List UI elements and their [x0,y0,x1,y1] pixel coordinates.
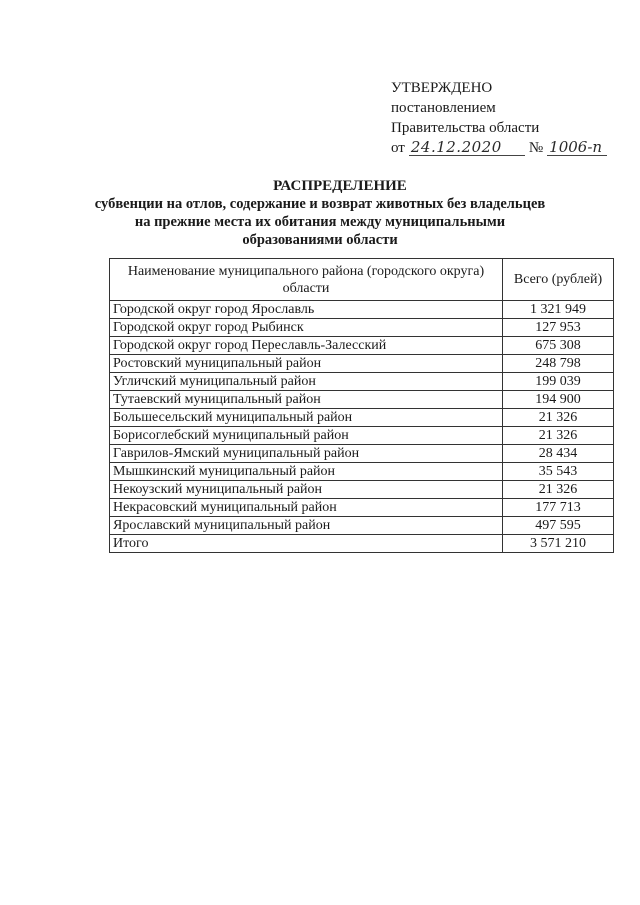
row-total: 497 595 [503,517,614,535]
table-row [110,319,614,337]
approved-label: УТВЕРЖДЕНО [391,80,493,96]
number-label: № [528,140,544,156]
total-row [110,535,614,553]
header-total: Всего (рублей) [503,259,614,301]
row-total: 21 326 [503,427,614,445]
handwritten-date: 24.12.2020 [409,139,525,156]
row-name: Городской округ город Переславль-Залесский [110,337,503,355]
table-row [110,337,614,355]
row-total: 35 543 [503,463,614,481]
row-name: Тутаевский муниципальный район [110,391,503,409]
row-total: 248 798 [503,355,614,373]
table-header-row [110,259,614,301]
row-total: 127 953 [503,319,614,337]
row-name: Городской округ город Ярославль [110,301,503,319]
total-label: Итого [110,535,503,553]
government-label: Правительства области [391,120,540,136]
table-row [110,391,614,409]
table-row [110,517,614,535]
date-number-line [391,138,607,158]
approval-stamp [391,78,607,158]
row-name: Угличский муниципальный район [110,373,503,391]
table-row [110,463,614,481]
row-total: 177 713 [503,499,614,517]
row-name: Городской округ город Рыбинск [110,319,503,337]
table-row [110,301,614,319]
distribution-table [109,258,614,553]
title-heading: РАСПРЕДЕЛЕНИЕ [273,178,407,194]
header-name: Наименование муниципального района (городского округа) области [110,259,503,301]
table-row [110,373,614,391]
document-title [0,177,640,249]
handwritten-number: 1006-п [547,139,607,156]
row-total: 199 039 [503,373,614,391]
title-line-2: субвенции на отлов, содержание и возврат животных без владельцев [94,196,546,212]
row-name: Ярославский муниципальный район [110,517,503,535]
table-row [110,499,614,517]
row-total: 21 326 [503,481,614,499]
row-name: Борисоглебский муниципальный район [110,427,503,445]
total-value: 3 571 210 [503,535,614,553]
table-row [110,445,614,463]
from-label: от [391,140,405,156]
title-line-4: образованиями области [242,232,398,248]
row-name: Гаврилов-Ямский муниципальный район [110,445,503,463]
row-name: Ростовский муниципальный район [110,355,503,373]
row-total: 1 321 949 [503,301,614,319]
table-row [110,355,614,373]
row-name: Некоузский муниципальный район [110,481,503,499]
row-name: Некрасовский муниципальный район [110,499,503,517]
row-total: 675 308 [503,337,614,355]
row-name: Мышкинский муниципальный район [110,463,503,481]
table-row [110,409,614,427]
title-line-3: на прежние места их обитания между муниципальными [134,214,506,230]
row-total: 21 326 [503,409,614,427]
table-row [110,481,614,499]
table-row [110,427,614,445]
row-total: 194 900 [503,391,614,409]
row-name: Большесельский муниципальный район [110,409,503,427]
row-total: 28 434 [503,445,614,463]
resolution-label: постановлением [391,100,496,116]
